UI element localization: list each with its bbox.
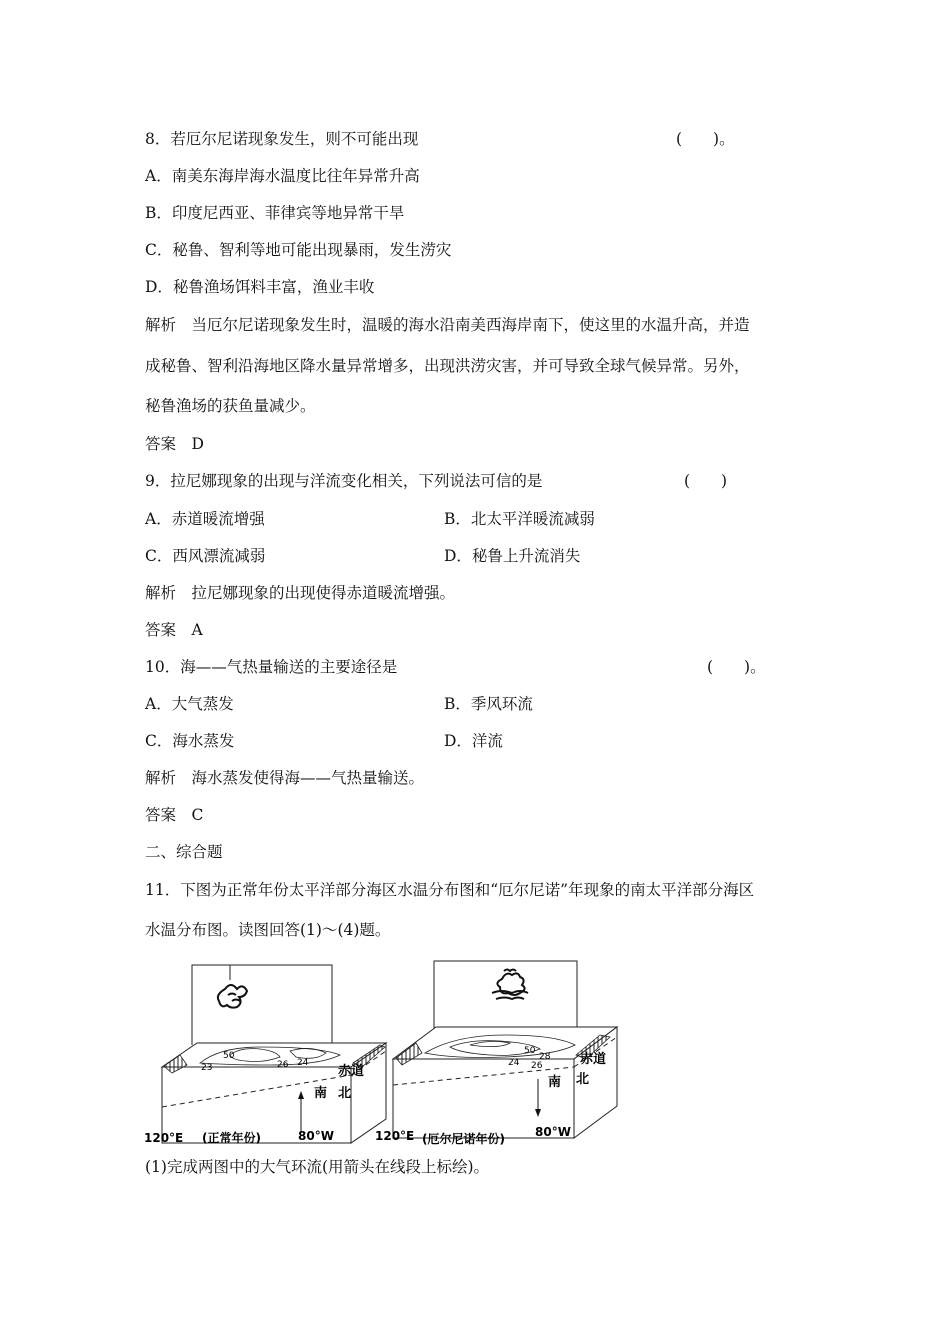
isotherm-label: 28 — [539, 1052, 551, 1062]
caption-label: (正常年份) — [202, 1131, 261, 1145]
pacific-temperature-figure — [140, 955, 640, 1155]
q8-option-d: D．秘鲁渔场饵料丰富，渔业丰收 — [145, 278, 375, 296]
longitude-label-east: 80°W — [535, 1125, 571, 1139]
q8-analysis-line-1: 解析 当厄尔尼诺现象发生时，温暖的海水沿南美西海岸南下，使这里的水温升高，并造 — [145, 316, 750, 334]
q9-paren: ( ) — [684, 472, 728, 490]
q9-option-b: B．北太平洋暖流减弱 — [444, 510, 595, 528]
equator-label: 赤道 — [338, 1064, 365, 1079]
isotherm-label: 23 — [201, 1063, 213, 1073]
q8-stem: 8．若厄尔尼诺现象发生，则不可能出现 — [145, 130, 419, 148]
q10-analysis: 解析 海水蒸发使得海——气热量输送。 — [145, 769, 425, 787]
q8-option-a: A．南美东海岸海水温度比往年异常升高 — [145, 167, 420, 185]
q8-option-c: C．秘鲁、智利等地可能出现暴雨，发生涝灾 — [145, 241, 452, 259]
isotherm-label: 24 — [297, 1058, 309, 1068]
isotherm-label: 26 — [531, 1061, 543, 1071]
q8-paren: ( )。 — [676, 130, 735, 148]
q11-stem-line-2: 水温分布图。读图回答(1)～(4)题。 — [145, 921, 391, 939]
isotherm-label: 50 — [524, 1046, 536, 1056]
isotherm-label: 24 — [508, 1058, 520, 1068]
q10-paren: ( )。 — [707, 658, 766, 676]
q10-option-b: B．季风环流 — [444, 695, 533, 713]
longitude-label-west: 120°E — [144, 1131, 184, 1145]
q9-analysis: 解析 拉尼娜现象的出现使得赤道暖流增强。 — [145, 584, 456, 602]
q8-analysis-line-2: 成秘鲁、智利沿海地区降水量异常增多，出现洪涝灾害，并可导致全球气候异常。另外， — [145, 357, 750, 375]
north-label: 北 — [338, 1086, 352, 1101]
q10-answer: 答案 C — [145, 806, 204, 824]
q9-option-d: D．秘鲁上升流消失 — [444, 547, 581, 565]
caption-label: (厄尔尼诺年份) — [422, 1132, 505, 1146]
isotherm-label: 26 — [277, 1060, 289, 1070]
q10-option-c: C．海水蒸发 — [145, 732, 235, 750]
q11-stem-line-1: 11．下图为正常年份太平洋部分海区水温分布图和“厄尔尼诺”年现象的南太平洋部分海区 — [145, 881, 755, 899]
q10-option-d: D．洋流 — [444, 732, 503, 750]
q8-answer: 答案 D — [145, 435, 204, 453]
normal-year-diagram — [144, 965, 386, 1145]
q9-option-c: C．西风漂流减弱 — [145, 547, 266, 565]
q9-stem: 9．拉尼娜现象的出现与洋流变化相关，下列说法可信的是 — [145, 472, 543, 490]
south-label: 南 — [548, 1075, 562, 1090]
north-label: 北 — [576, 1072, 590, 1087]
q8-option-b: B．印度尼西亚、菲律宾等地异常干旱 — [145, 204, 405, 222]
section-heading: 二、综合题 — [145, 843, 223, 861]
south-label: 南 — [314, 1086, 328, 1101]
isotherm-label: 50 — [223, 1051, 235, 1061]
q9-option-a: A．赤道暖流增强 — [145, 510, 265, 528]
el-nino-year-diagram — [375, 961, 617, 1146]
longitude-label-east: 80°W — [298, 1129, 334, 1143]
q10-stem: 10．海——气热量输送的主要途径是 — [145, 658, 398, 676]
q11-sub-question-1: (1)完成两图中的大气环流(用箭头在线段上标绘)。 — [145, 1158, 490, 1176]
q8-analysis-line-3: 秘鲁渔场的获鱼量减少。 — [145, 397, 316, 415]
equator-label: 赤道 — [580, 1052, 607, 1067]
q9-answer: 答案 A — [145, 621, 203, 639]
q10-option-a: A．大气蒸发 — [145, 695, 234, 713]
longitude-label-west: 120°E — [375, 1129, 415, 1143]
cloud-icon — [492, 970, 528, 1000]
cloud-icon — [218, 985, 247, 1008]
